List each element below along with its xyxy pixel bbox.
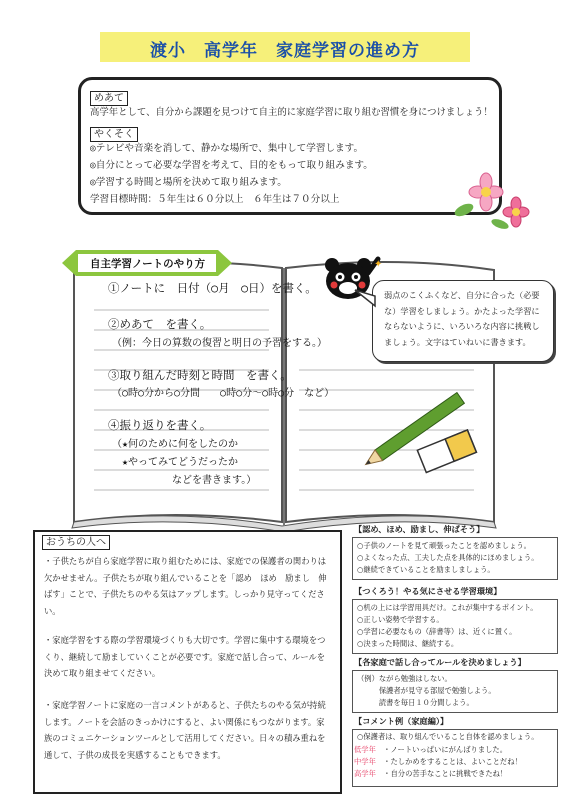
flower-icon [448, 172, 528, 232]
family-label: おうちの人へ [42, 535, 110, 550]
step-2-example: （例：今日の算数の復習と明日の予習をする。） [112, 338, 327, 349]
section-item: 読書を毎日１０分間しよう。 [357, 698, 474, 707]
rule-item: ◎テレビや音楽を消して、静かな場所で、集中して学習します。 [90, 143, 364, 154]
step-3: ③取り組んだ時刻と時間 を書く。 [108, 368, 292, 382]
section-item: （例）ながら勉強はしない。 [357, 674, 452, 683]
step-2: ②めあて を書く。 [108, 317, 212, 331]
step-3-example: （○時○分から○分間 ○時○分～○時○分 など） [112, 388, 335, 399]
bubble-text: 弱点のこくふくなど、自分に合った（必要な）学習をしましょう。かたよった学習にならないように、いろいろな内容に挑戦しましょう。文字はていねいに書きます。 [384, 290, 540, 347]
bubble-tail [355, 290, 377, 310]
section-item: ○保護者は、取り組んでいること自体を認めましょう。 [357, 732, 539, 741]
notebook-tag-label: 自主学習ノートのやり方 [90, 258, 206, 270]
section-heading: 【つくろう！やる気にさせる学習環境】 [354, 586, 502, 596]
page-title: 渡小 高学年 家庭学習の進め方 [150, 41, 420, 61]
step-1: ①ノートに 日付（○月 ○日）を書く。 [108, 281, 317, 295]
section-heading: 【各家庭で話し合ってルールを決めましょう】 [354, 657, 526, 667]
step-4-line: ★やってみてどうだったか [112, 457, 239, 468]
section-item: ○子供のノートを見て頑張ったことを認めましょう。 [357, 541, 531, 550]
family-paragraph: ・家庭学習をする際の学習環境づくりも大切です。学習に集中する環境をつくり、継続して励ましていくことが必要です。家庭で話し合って、ルールを決めて取り組ませてください。 [44, 635, 326, 678]
section-item: ○正しい姿勢で学習する。 [357, 615, 444, 624]
rule-item: ◎学習する時間と場所を決めて取り組みます。 [90, 177, 287, 188]
section-heading: 【認め、ほめ、励まし、伸ばそう】 [354, 524, 485, 534]
section-item: 保護者が見守る部屋で勉強しよう。 [357, 686, 496, 695]
section-item: ○机の上には学習用具だけ。これが集中するポイント。 [357, 603, 538, 612]
grade-comment: 中学年 ・たしかめをすることは、よいことだね！ [354, 757, 522, 766]
goal-label: めあて [90, 86, 128, 106]
section-item: ○継続できていることを励ましましょう。 [357, 565, 495, 574]
rule-item: ◎自分にとって必要な学習を考えて、目的をもって取り組みます。 [90, 160, 373, 171]
step-4: ④振り返りを書く。 [108, 418, 212, 432]
section-item: ○学習に必要なもの（辞書等）は、近くに置く。 [357, 627, 517, 636]
rule-item: 学習目標時間：５年生は６０分以上 ６年生は７０分以上 [90, 194, 340, 205]
step-4-line: などを書きます。） [112, 475, 257, 486]
section-item: ○よくなった点、工夫した点を具体的にほめましょう。 [357, 553, 539, 562]
step-4-line: （★何のために何をしたのか [112, 439, 239, 450]
section-item: ○決まった時間は、継続する。 [357, 639, 459, 648]
section-heading: 【コメント例（家庭編）】 [354, 716, 449, 726]
goal-text: 高学年として、自分から課題を見つけて自主的に家庭学習に取り組む習慣を身につけましょう！ [90, 107, 493, 118]
grade-comment: 低学年 ・ノートいっぱいにがんばりました。 [354, 745, 508, 754]
rules-label: やくそく [90, 122, 138, 142]
pencil-eraser-illustration [350, 372, 490, 482]
family-paragraph: ・家庭学習ノートに家庭の一言コメントがあると、子供たちのやる気が持続します。ノートを会話のきっかけにすると、よい関係にもつながります。家族のコミュニケーションツールとして活用してください。日々の積み重ねを通して、子供の成長を実感することもできます。 [44, 700, 326, 760]
svg-text:✦: ✦ [374, 259, 383, 270]
grade-comment: 高学年 ・自分の苦手なことに挑戦できたね！ [354, 769, 508, 778]
family-paragraph: ・子供たちが自ら家庭学習に取り組むためには、家庭での保護者の関わりは欠かせません。子供たちが取り組んでいることを「認め ほめ 励まし 伸ばす」ことで、子供たちのやる気はアップします。しっかり見守ってください。 [44, 556, 327, 616]
